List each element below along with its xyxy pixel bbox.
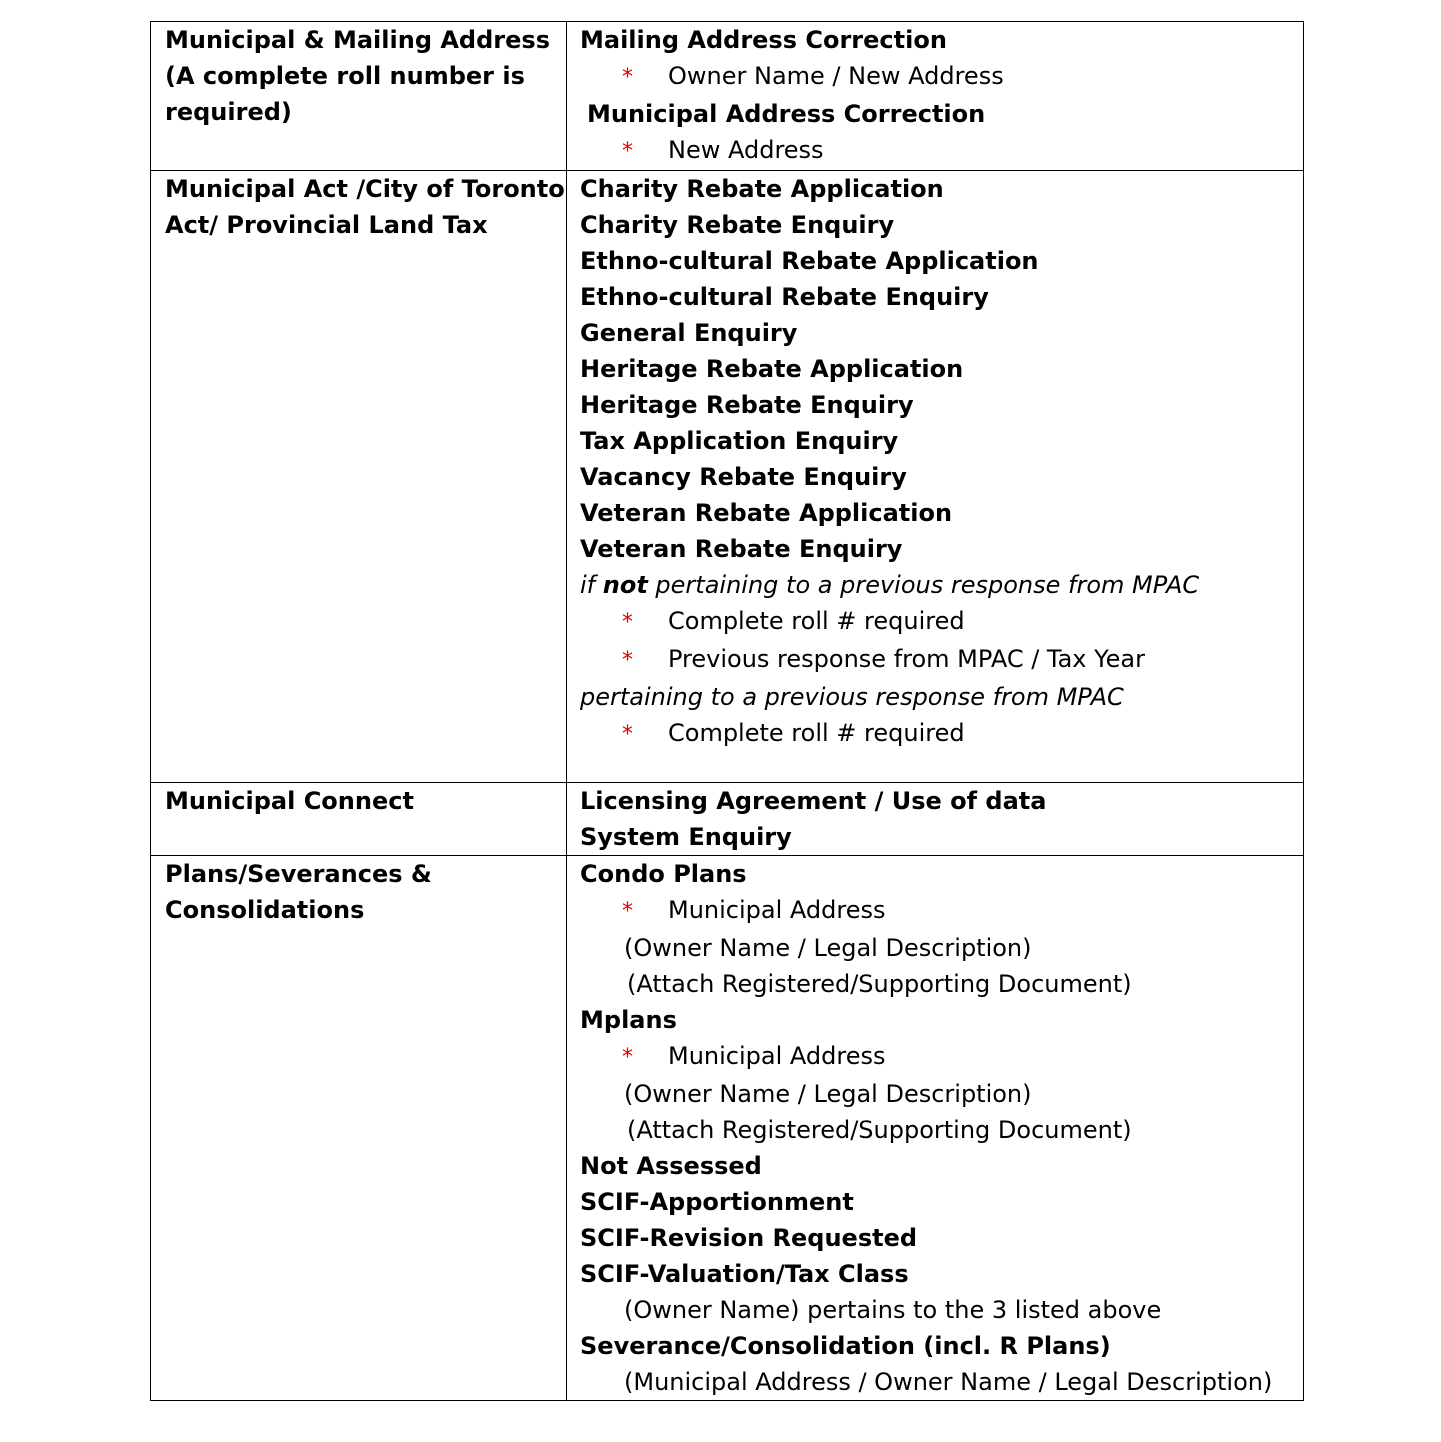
item-title: Mplans (580, 1006, 677, 1034)
category-line: Plans/Severances & (165, 860, 432, 888)
bullet-item: * Municipal Address (580, 1038, 1303, 1076)
asterisk-bullet-icon: * (622, 648, 633, 673)
item-title: SCIF-Valuation/Tax Class (580, 1260, 909, 1288)
table-row (151, 783, 1304, 856)
details-cell (567, 783, 1304, 856)
detail-note: (Owner Name / Legal Description) (624, 934, 1032, 962)
item-title: General Enquiry (580, 319, 798, 347)
details-cell (567, 22, 1304, 171)
bullet-item: * Complete roll # required (580, 715, 1303, 753)
item-title: Mailing Address Correction (580, 26, 947, 54)
item-title: System Enquiry (580, 823, 792, 851)
item-title: SCIF-Apportionment (580, 1188, 854, 1216)
detail-note: (Municipal Address / Owner Name / Legal Description) (624, 1368, 1273, 1396)
item-title: Severance/Consolidation (incl. R Plans) (580, 1332, 1111, 1360)
category-cell (151, 856, 567, 1401)
item-title: Ethno-cultural Rebate Application (580, 247, 1039, 275)
detail-note: (Owner Name) pertains to the 3 listed above (624, 1296, 1162, 1324)
detail-note: (Attach Registered/Supporting Document) (627, 1116, 1132, 1144)
category-line: Municipal Connect (165, 787, 414, 815)
item-title: Not Assessed (580, 1152, 762, 1180)
bullet-item: * Owner Name / New Address (580, 58, 1303, 96)
item-title: Heritage Rebate Application (580, 355, 964, 383)
item-title: Charity Rebate Enquiry (580, 211, 895, 239)
details-cell (567, 171, 1304, 783)
item-title: Veteran Rebate Application (580, 499, 953, 527)
category-line: Consolidations (165, 896, 365, 924)
item-title: Vacancy Rebate Enquiry (580, 463, 907, 491)
bullet-item: * Complete roll # required (580, 603, 1303, 641)
bullet-item: * Previous response from MPAC / Tax Year (580, 641, 1303, 679)
category-line: Act/ Provincial Land Tax (165, 211, 488, 239)
condition-note: pertaining to a previous response from MPAC (580, 683, 1124, 711)
item-title: Tax Application Enquiry (580, 427, 899, 455)
category-line: Municipal & Mailing Address (165, 26, 550, 54)
asterisk-bullet-icon: * (622, 722, 633, 747)
document-table (150, 21, 1304, 1401)
table-row (151, 171, 1304, 783)
item-title: SCIF-Revision Requested (580, 1224, 918, 1252)
item-title: Condo Plans (580, 860, 747, 888)
item-title: Veteran Rebate Enquiry (580, 535, 903, 563)
asterisk-bullet-icon: * (622, 1045, 633, 1070)
asterisk-bullet-icon: * (622, 139, 633, 164)
detail-note: (Attach Registered/Supporting Document) (627, 970, 1132, 998)
item-title: Licensing Agreement / Use of data (580, 787, 1047, 815)
item-title: Charity Rebate Application (580, 175, 944, 203)
asterisk-bullet-icon: * (622, 65, 633, 90)
details-cell (567, 856, 1304, 1401)
item-title: Heritage Rebate Enquiry (580, 391, 914, 419)
item-title: Ethno-cultural Rebate Enquiry (580, 283, 989, 311)
bullet-item: * New Address (580, 132, 1303, 170)
category-cell (151, 22, 567, 171)
category-line: required) (165, 98, 292, 126)
condition-note: if not pertaining to a previous response from MPAC (580, 571, 1200, 599)
detail-note: (Owner Name / Legal Description) (624, 1080, 1032, 1108)
item-title: Municipal Address Correction (587, 100, 986, 128)
asterisk-bullet-icon: * (622, 610, 633, 635)
asterisk-bullet-icon: * (622, 899, 633, 924)
table-row (151, 22, 1304, 171)
category-line: Municipal Act /City of Toronto (165, 175, 565, 203)
category-line: (A complete roll number is (165, 62, 525, 90)
category-cell (151, 171, 567, 783)
category-cell (151, 783, 567, 856)
bullet-item: * Municipal Address (580, 892, 1303, 930)
table-row (151, 856, 1304, 1401)
